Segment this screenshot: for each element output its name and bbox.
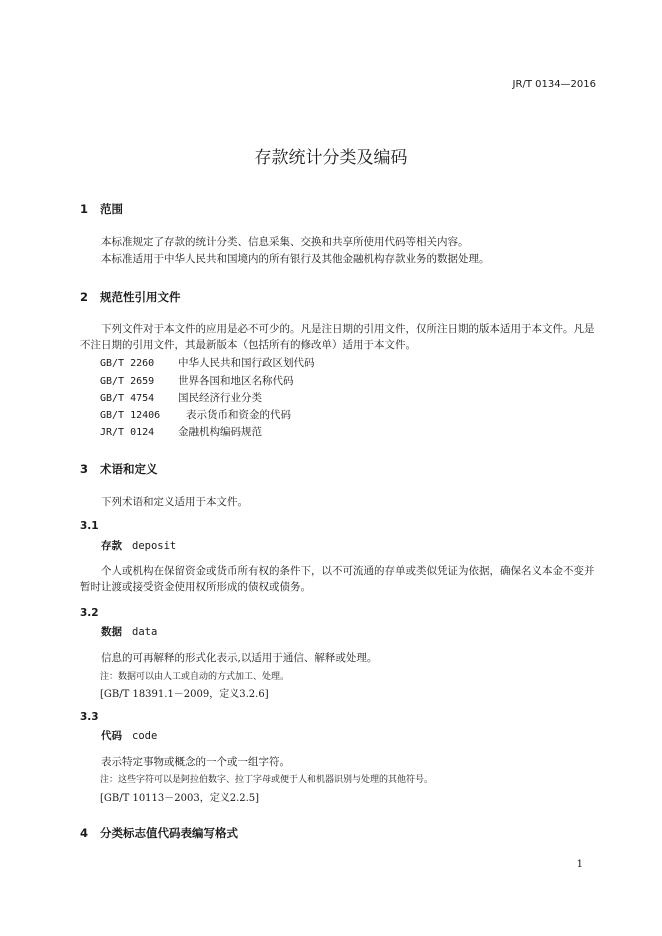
normative-reference	[100, 390, 262, 405]
clause-number: 3.3	[80, 711, 99, 723]
reference-code: JR/T 0124	[100, 427, 155, 438]
term-en: data	[132, 626, 158, 638]
section-number: 1	[80, 202, 89, 216]
page-number: 1	[576, 859, 583, 870]
section-2-heading	[80, 289, 181, 305]
reference-code: GB/T 2260	[100, 358, 155, 369]
normative-reference	[100, 373, 294, 388]
term-entry	[101, 624, 157, 639]
definition: 表示特定事物或概念的一个或一组字符。	[101, 756, 290, 768]
standard-number-header: JR/T 0134—2016	[512, 79, 596, 90]
clause-number: 3.1	[80, 520, 99, 532]
paragraph: 下列术语和定义适用于本文件。	[101, 496, 248, 508]
term-zh: 存款	[101, 540, 122, 552]
normative-reference	[100, 424, 262, 439]
paragraph: 下列文件对于本文件的应用是必不可少的。凡是注日期的引用文件，仅所注日期的版本适用于本文件。凡是不注日期的引用文件，其最新版本（包括所有的修改单）适用于本文件。	[80, 323, 595, 351]
section-4-heading	[80, 825, 238, 841]
reference-code: GB/T 4754	[100, 393, 155, 404]
section-title: 范围	[100, 202, 124, 216]
note: 注：这些字符可以是阿拉伯数字、拉丁字母或便于人和机器识别与处理的其他符号。	[100, 775, 434, 785]
definition: 个人或机构在保留资金或货币所有权的条件下，以不可流通的存单或类似凭证为依据，确保名义本金不变并暂时让渡或接受资金使用权所形成的债权或债务。	[80, 565, 595, 593]
reference-title: 表示货币和资金的代码	[186, 409, 291, 421]
reference-title: 中华人民共和国行政区划代码	[178, 357, 315, 369]
term-zh: 数据	[101, 626, 122, 638]
clause-number: 3.2	[80, 607, 99, 619]
section-number: 4	[80, 826, 89, 840]
section-title: 规范性引用文件	[100, 290, 181, 304]
paragraph: 本标准规定了存款的统计分类、信息采集、交换和共享所使用代码等相关内容。	[101, 236, 469, 248]
reference-title: 国民经济行业分类	[178, 392, 262, 404]
paragraph: 本标准适用于中华人民共和国境内的所有银行及其他金融机构存款业务的数据处理。	[101, 253, 490, 265]
note: 注：数据可以由人工或自动的方式加工、处理。	[100, 672, 290, 682]
reference-code: GB/T 2659	[100, 376, 155, 387]
normative-reference	[100, 355, 315, 370]
definition: 信息的可再解释的形式化表示,以适用于通信、解释或处理。	[101, 652, 378, 664]
term-entry	[101, 728, 157, 743]
section-number: 3	[80, 462, 89, 476]
term-en: deposit	[132, 540, 177, 552]
term-entry	[101, 538, 176, 553]
section-title: 术语和定义	[100, 462, 158, 476]
document-title: 存款统计分类及编码	[254, 148, 408, 168]
section-title: 分类标志值代码表编写格式	[100, 826, 239, 840]
section-3-heading	[80, 461, 158, 477]
source-reference: [GB/T 18391.1－2009，定义3.2.6]	[100, 689, 269, 700]
reference-title: 世界各国和地区名称代码	[178, 375, 294, 387]
section-1-heading	[80, 201, 123, 217]
reference-code: GB/T 12406	[100, 410, 161, 421]
source-reference: [GB/T 10113－2003，定义2.2.5]	[100, 793, 260, 804]
term-zh: 代码	[101, 730, 122, 742]
reference-title: 金融机构编码规范	[178, 426, 262, 438]
term-en: code	[132, 730, 158, 742]
normative-reference	[100, 407, 291, 422]
section-number: 2	[80, 290, 89, 304]
